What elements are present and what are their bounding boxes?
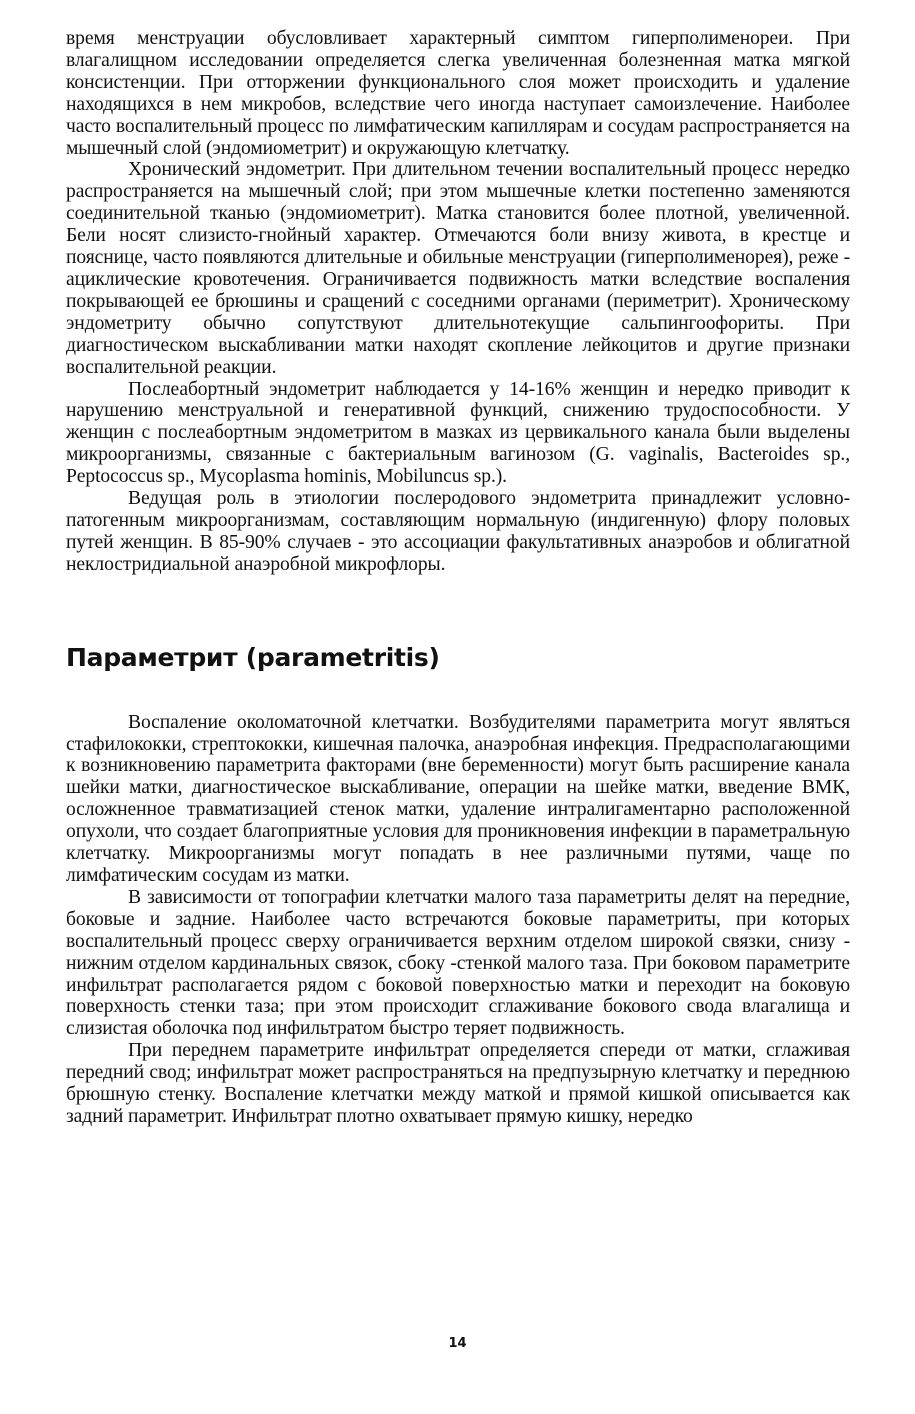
paragraph-anterior-parametritis: При переднем параметрите инфильтрат определяется спереди от матки, сглаживая передний свод; инфильтрат может распространяться на предпузырную клетчатку и переднюю брюшную стенку. Воспаление клетчатки между маткой и прямой кишкой описывается как задний параметрит. Инфильтрат плотно охватывает прямую кишку, нередко xyxy=(66,1040,850,1127)
paragraph-postpartum-etiology: Ведущая роль в этиологии послеродового эндометрита принадлежит условно-патогенным микроорганизмам, составляющим нормальную (индигенную) флору половых путей женщин. В 85-90% случаев - это ассоциации факультативных анаэробов и облигатной неклостридиальной анаэробной микрофлоры. xyxy=(66,488,850,575)
page-body xyxy=(66,28,850,1128)
paragraph-continuation: время менструации обусловливает характерный симптом гиперполименореи. При влагалищном исследовании определяется слегка увеличенная болезненная матка мягкой консистенции. При отторжении функционального слоя может происходить и удаление находящихся в нем микробов, вследствие чего иногда наступает самоизлечение. Наиболее часто воспалительный процесс по лимфатическим капиллярам и сосудам распространяется на мышечный слой (эндомиометрит) и окружающую клетчатку. xyxy=(66,28,850,159)
page-number: 14 xyxy=(448,1336,467,1351)
paragraph-parametritis-definition: Воспаление околоматочной клетчатки. Возбудителями параметрита могут являться стафилококки, стрептококки, кишечная палочка, анаэробная инфекция. Предрасполагающими к возникновению параметрита факторами (вне беременности) могут быть расширение канала шейки матки, диагностическое выскабливание, операции на шейке матки, введение ВМК, осложненное травматизацией стенок матки, удаление интралигаментарно расположенной опухоли, что создает благоприятные условия для проникновения инфекции в параметральную клетчатку. Микроорганизмы могут попадать в нее различными путями, чаще по лимфатическим сосудам из матки. xyxy=(66,711,850,886)
paragraph-chronic-endometritis: Хронический эндометрит. При длительном течении воспалительный процесс нередко распространяется на мышечный слой; при этом мышечные клетки постепенно заменяются соединительной тканью (эндомиометрит). Матка становится более плотной, увеличенной. Бели носят слизисто-гнойный характер. Отмечаются боли внизу живота, в крестце и пояснице, часто появляются длительные и обильные менструации (гиперполименорея), реже - ациклические кровотечения. Ограничивается подвижность матки вследствие воспаления покрывающей ее брюшины и сращений с соседними органами (периметрит). Хроническому эндометриту обычно сопутствуют длительнотекущие сальпингоофориты. При диагностическом выскабливании матки находят скопление лейкоцитов и другие признаки воспалительной реакции. xyxy=(66,159,850,378)
section-heading: Параметрит (parametritis) xyxy=(66,642,440,672)
paragraph-parametritis-topography: В зависимости от топографии клетчатки малого таза параметриты делят на передние, боковые и задние. Наиболее часто встречаются боковые параметриты, при которых воспалительный процесс сверху ограничивается верхним отделом широкой связки, снизу - нижним отделом кардинальных связок, сбоку -стенкой малого таза. При боковом параметрите инфильтрат располагается рядом с боковой поверхностью матки и переходит на боковую поверхность стенки таза; при этом происходит сглаживание бокового свода влагалища и слизистая оболочка под инфильтратом быстро теряет подвижность. xyxy=(66,886,850,1040)
paragraph-postabortion-endometritis: Послеабортный эндометрит наблюдается у 14-16% женщин и нередко приводит к нарушению менструальной и генеративной функций, снижению трудоспособности. У женщин с послеабортным эндометритом в мазках из цервикального канала были выделены микроорганизмы, связанные с бактериальным вагинозом (G. vaginalis, Bacteroides sp., Peptococcus sp., Mycoplasma hominis, Mobiluncus sp.). xyxy=(66,378,850,488)
